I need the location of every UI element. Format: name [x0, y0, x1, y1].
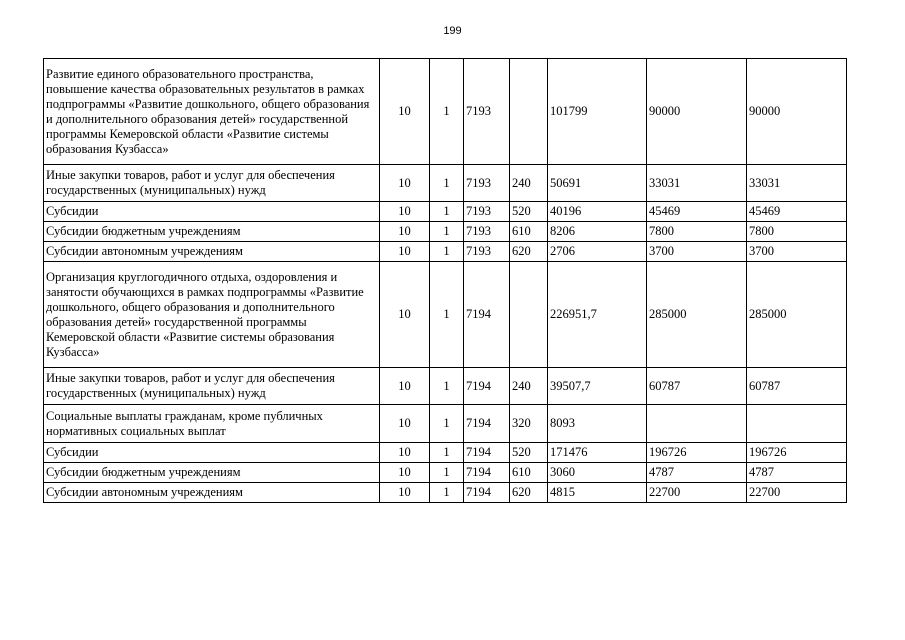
page-number: 199: [443, 25, 462, 37]
row-name-cell: Иные закупки товаров, работ и услуг для обеспечения государственных (муниципальных) нужд: [44, 165, 380, 202]
expense-type-cell: 520: [510, 443, 548, 463]
amount-year-2-cell: 22700: [647, 483, 747, 503]
amount-year-2-cell: 60787: [647, 368, 747, 405]
target-article-cell: 7194: [464, 463, 510, 483]
section-cell: 10: [380, 463, 430, 483]
row-name-cell: Субсидии: [44, 202, 380, 222]
section-cell: 10: [380, 443, 430, 463]
expense-type-cell: [510, 59, 548, 165]
table-row: [44, 483, 847, 503]
amount-year-2-cell: [647, 405, 747, 443]
amount-year-2-cell: 33031: [647, 165, 747, 202]
section-cell: 10: [380, 242, 430, 262]
table-row: [44, 165, 847, 202]
target-article-cell: 7193: [464, 242, 510, 262]
amount-year-1-cell: 226951,7: [548, 262, 647, 368]
amount-year-1-cell: 8206: [548, 222, 647, 242]
section-cell: 10: [380, 59, 430, 165]
row-name-cell: Развитие единого образовательного пространства, повышение качества образовательных результатов в рамках подпрограммы «Развитие дошкольного, общего образования и дополнительного образования детей» государственной программы Кемеровской области «Развитие системы образования Кузбасса»: [44, 59, 380, 165]
target-article-cell: 7194: [464, 483, 510, 503]
target-article-cell: 7194: [464, 368, 510, 405]
row-name-cell: Субсидии бюджетным учреждениям: [44, 463, 380, 483]
table-row: [44, 262, 847, 368]
amount-year-2-cell: 196726: [647, 443, 747, 463]
row-name-cell: Субсидии автономным учреждениям: [44, 483, 380, 503]
expense-type-cell: [510, 262, 548, 368]
amount-year-1-cell: 171476: [548, 443, 647, 463]
amount-year-1-cell: 3060: [548, 463, 647, 483]
amount-year-3-cell: 45469: [747, 202, 847, 222]
row-name-cell: Субсидии бюджетным учреждениям: [44, 222, 380, 242]
amount-year-2-cell: 285000: [647, 262, 747, 368]
amount-year-3-cell: 285000: [747, 262, 847, 368]
expense-type-cell: 240: [510, 368, 548, 405]
expense-type-cell: 320: [510, 405, 548, 443]
amount-year-3-cell: 3700: [747, 242, 847, 262]
target-article-cell: 7194: [464, 443, 510, 463]
section-cell: 10: [380, 405, 430, 443]
amount-year-2-cell: 90000: [647, 59, 747, 165]
expense-type-cell: 610: [510, 222, 548, 242]
table-row: [44, 463, 847, 483]
subsection-cell: 1: [430, 59, 464, 165]
target-article-cell: 7193: [464, 202, 510, 222]
amount-year-1-cell: 39507,7: [548, 368, 647, 405]
subsection-cell: 1: [430, 242, 464, 262]
table-row: [44, 443, 847, 463]
amount-year-1-cell: 8093: [548, 405, 647, 443]
table-row: [44, 202, 847, 222]
amount-year-1-cell: 4815: [548, 483, 647, 503]
expense-type-cell: 610: [510, 463, 548, 483]
budget-table: [43, 58, 847, 503]
amount-year-2-cell: 4787: [647, 463, 747, 483]
amount-year-1-cell: 40196: [548, 202, 647, 222]
target-article-cell: 7194: [464, 262, 510, 368]
table-row: [44, 59, 847, 165]
table-row: [44, 222, 847, 242]
amount-year-3-cell: 60787: [747, 368, 847, 405]
subsection-cell: 1: [430, 165, 464, 202]
amount-year-2-cell: 7800: [647, 222, 747, 242]
amount-year-1-cell: 2706: [548, 242, 647, 262]
subsection-cell: 1: [430, 262, 464, 368]
row-name-cell: Организация круглогодичного отдыха, оздоровления и занятости обучающихся в рамках подпрограммы «Развитие дошкольного, общего образования и дополнительного образования детей» государственной программы Кемеровской области «Развитие системы образования Кузбасса»: [44, 262, 380, 368]
section-cell: 10: [380, 165, 430, 202]
target-article-cell: 7193: [464, 59, 510, 165]
subsection-cell: 1: [430, 405, 464, 443]
expense-type-cell: 520: [510, 202, 548, 222]
expense-type-cell: 620: [510, 483, 548, 503]
section-cell: 10: [380, 202, 430, 222]
amount-year-2-cell: 45469: [647, 202, 747, 222]
amount-year-1-cell: 101799: [548, 59, 647, 165]
table-row: [44, 242, 847, 262]
target-article-cell: 7193: [464, 165, 510, 202]
amount-year-1-cell: 50691: [548, 165, 647, 202]
row-name-cell: Субсидии автономным учреждениям: [44, 242, 380, 262]
subsection-cell: 1: [430, 222, 464, 242]
row-name-cell: Социальные выплаты гражданам, кроме публичных нормативных социальных выплат: [44, 405, 380, 443]
expense-type-cell: 620: [510, 242, 548, 262]
section-cell: 10: [380, 222, 430, 242]
amount-year-3-cell: 33031: [747, 165, 847, 202]
section-cell: 10: [380, 262, 430, 368]
target-article-cell: 7193: [464, 222, 510, 242]
amount-year-3-cell: 4787: [747, 463, 847, 483]
row-name-cell: Иные закупки товаров, работ и услуг для обеспечения государственных (муниципальных) нужд: [44, 368, 380, 405]
section-cell: 10: [380, 368, 430, 405]
section-cell: 10: [380, 483, 430, 503]
subsection-cell: 1: [430, 443, 464, 463]
table-row: [44, 405, 847, 443]
amount-year-3-cell: 7800: [747, 222, 847, 242]
amount-year-3-cell: 22700: [747, 483, 847, 503]
amount-year-3-cell: 90000: [747, 59, 847, 165]
table-row: [44, 368, 847, 405]
amount-year-2-cell: 3700: [647, 242, 747, 262]
subsection-cell: 1: [430, 202, 464, 222]
target-article-cell: 7194: [464, 405, 510, 443]
amount-year-3-cell: [747, 405, 847, 443]
expense-type-cell: 240: [510, 165, 548, 202]
subsection-cell: 1: [430, 463, 464, 483]
row-name-cell: Субсидии: [44, 443, 380, 463]
subsection-cell: 1: [430, 368, 464, 405]
subsection-cell: 1: [430, 483, 464, 503]
amount-year-3-cell: 196726: [747, 443, 847, 463]
